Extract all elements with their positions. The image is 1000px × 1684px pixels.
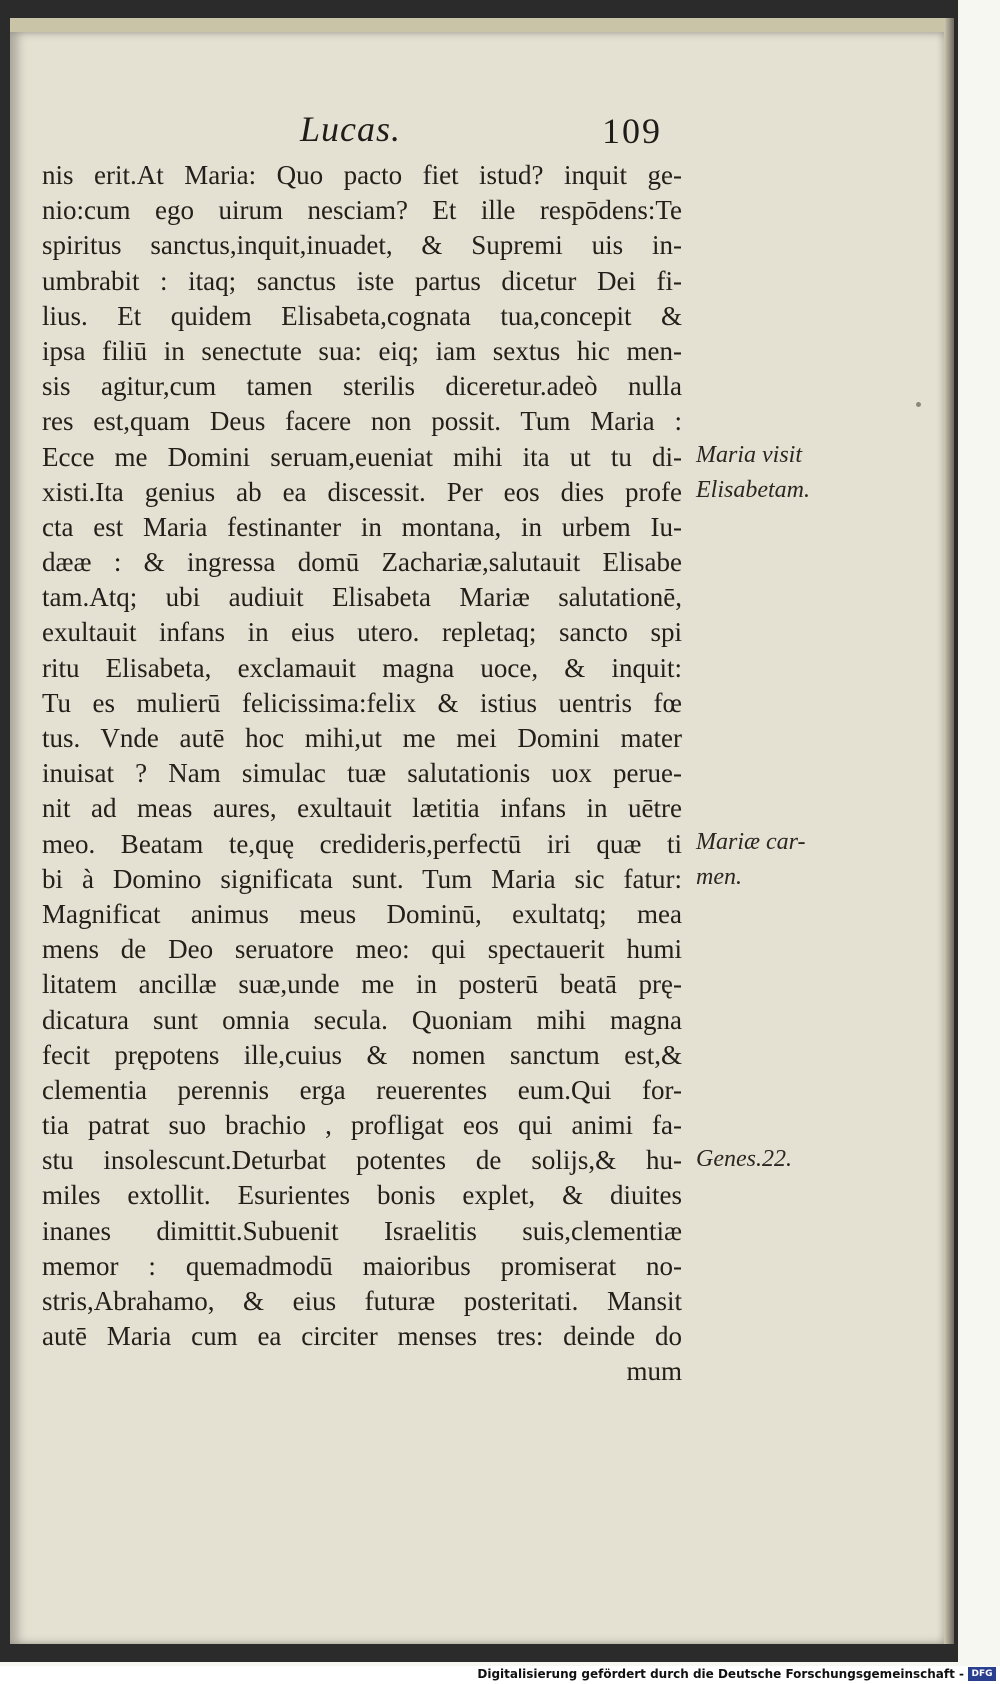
page-number: 109 bbox=[602, 111, 662, 151]
text-line: cta est Maria festinanter in montana, in urbem Iu- bbox=[42, 511, 682, 542]
paper-speck bbox=[916, 402, 921, 407]
text-line: spiritus sanctus,inquit,inuadet, & Supremi uis in- bbox=[42, 230, 682, 261]
text-line: ipsa filiū in senectute sua: eiq; iam sextus hic men- bbox=[42, 335, 682, 366]
marginal-note-line: Maria visit bbox=[696, 442, 802, 468]
text-line: inuisat ? Nam simulac tuæ salutationis uox perue- bbox=[42, 758, 682, 789]
running-head bbox=[0, 108, 1000, 158]
marginal-note-line: Elisabetam. bbox=[696, 477, 810, 503]
text-line: autē Maria cum ea circiter menses tres: deinde do bbox=[42, 1321, 682, 1352]
text-line: fecit prępotens ille,cuius & nomen sanctum est,& bbox=[42, 1039, 682, 1070]
running-title: Lucas. bbox=[300, 109, 402, 149]
text-line: Magnificat animus meus Dominū, exultatq; mea bbox=[42, 898, 682, 929]
text-line: stu insolescunt.Deturbat potentes de solijs,& hu- bbox=[42, 1145, 682, 1176]
text-line: tia patrat suo brachio , profligat eos qui animi fa- bbox=[42, 1110, 682, 1141]
text-line: Ecce me Domini seruam,eueniat mihi ita ut tu di- bbox=[42, 441, 682, 472]
text-line: mens de Deo seruatore meo: qui spectauerit humi bbox=[42, 934, 682, 965]
marginal-note-mariae-carmen bbox=[696, 825, 846, 895]
text-line: ritu Elisabeta, exclamauit magna uoce, & inquit: bbox=[42, 652, 682, 683]
text-line: res est,quam Deus facere non possit. Tum Maria : bbox=[42, 406, 682, 437]
text-line: dicatura sunt omnia secula. Quoniam mihi magna bbox=[42, 1004, 682, 1035]
text-line: lius. Et quidem Elisabeta,cognata tua,concepit & bbox=[42, 300, 682, 331]
marginal-note-line: Mariæ car- bbox=[696, 829, 806, 855]
text-line: umbrabit : itaq; sanctus iste partus dicetur Dei fi- bbox=[42, 265, 682, 296]
text-line: dææ : & ingressa domū Zachariæ,salutauit Elisabe bbox=[42, 547, 682, 578]
marginal-note-line: men. bbox=[696, 864, 742, 890]
text-line: stris,Abrahamo, & eius futuræ posteritati. Mansit bbox=[42, 1286, 682, 1316]
text-line: sis agitur,cum tamen sterilis diceretur.adeò nulla bbox=[42, 371, 682, 402]
text-line: Tu es mulierū felicissima:felix & istius uentris fœ bbox=[42, 687, 682, 718]
text-line: memor : quemadmodū maioribus promiserat no- bbox=[42, 1250, 682, 1281]
text-line: miles extollit. Esurientes bonis explet, & diuites bbox=[42, 1180, 682, 1211]
text-line: litatem ancillæ suæ,unde me in posterū beatā prę- bbox=[42, 969, 682, 1000]
main-text-block bbox=[42, 158, 682, 1390]
text-line: nio:cum ego uirum nesciam? Et ille respōdens:Te bbox=[42, 195, 682, 226]
page-edge bbox=[944, 18, 954, 1644]
text-line: exultauit infans in eius utero. repletaq; sancto spi bbox=[42, 617, 682, 648]
funding-notice: Digitalisierung gefördert durch die Deutsche Forschungsgemeinschaft - bbox=[477, 1667, 964, 1681]
text-line: tam.Atq; ubi audiuit Elisabeta Mariæ salutationē, bbox=[42, 582, 682, 613]
marginal-note-maria-visit bbox=[696, 438, 846, 508]
text-line: nis erit.At Maria: Quo pacto fiet istud? inquit ge- bbox=[42, 160, 682, 190]
text-line: meo. Beatam te,quę credideris,perfectū iri quæ ti bbox=[42, 828, 682, 859]
text-line: mum bbox=[626, 1356, 682, 1387]
text-line: clementia perennis erga reuerentes eum.Qui for- bbox=[42, 1074, 682, 1105]
text-line: inanes dimittit.Subuenit Israelitis suis,clementiæ bbox=[42, 1215, 682, 1246]
text-line: nit ad meas aures, exultauit lætitia infans in uētre bbox=[42, 793, 682, 824]
dfg-logo: DFG bbox=[968, 1667, 996, 1681]
text-line: xisti.Ita genius ab ea discessit. Per eos dies profe bbox=[42, 476, 682, 507]
digitization-footer bbox=[0, 1666, 1000, 1684]
marginal-note-line: Genes.22. bbox=[696, 1146, 792, 1172]
text-line: tus. Vnde autē hoc mihi,ut me mei Domini mater bbox=[42, 723, 682, 753]
text-line: bi à Domino significata sunt. Tum Maria sic fatur: bbox=[42, 863, 682, 894]
marginal-note-genesis bbox=[696, 1142, 846, 1177]
